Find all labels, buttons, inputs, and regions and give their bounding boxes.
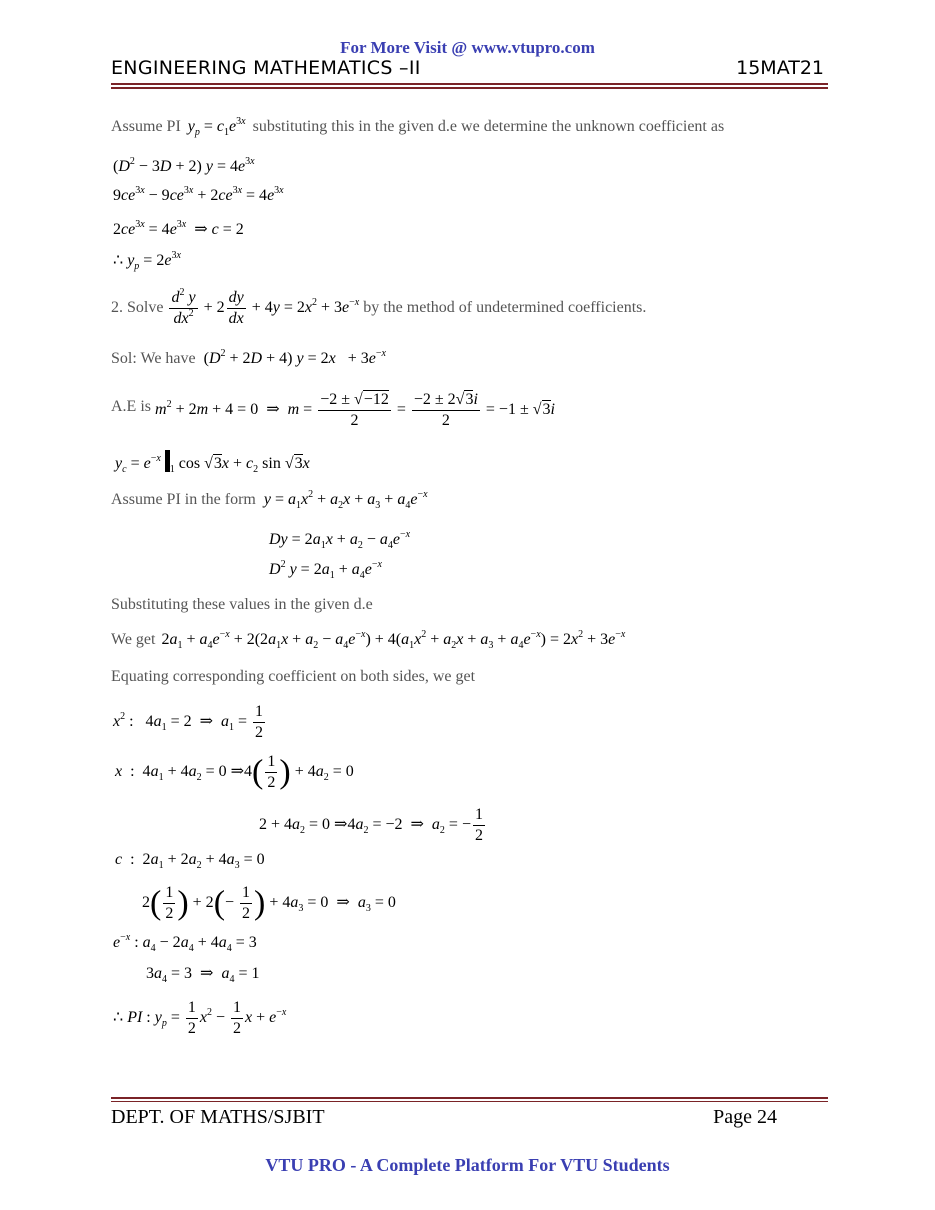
math-a3: 2( $\frac{1}{2}$ ) + 2(− $\frac{1}{2}$ ) + $4a_3 = 0$ ⇒ $a_3 = 0$ (142, 884, 396, 922)
math-eq-3: $2ce^{3x} = 4e^{3x}$ ⇒ c = 2 (113, 219, 244, 238)
math-a4: $3a_4 = 3$ ⇒ $a_4 = 1$ (146, 965, 260, 985)
course-code: 15MAT21 (736, 57, 824, 79)
math-eq-4: ∴ $y_p = 2e^{3x}$ (113, 250, 181, 272)
document-title: ENGINEERING MATHEMATICS –II (111, 57, 421, 79)
math-x2-coeff: $x^2$ : $4a_1 = 2$ ⇒ $a_1$ = $\frac{1}{2}$ (113, 703, 264, 741)
problem-tail: by the method of undetermined coefficients. (363, 299, 647, 317)
we-get-label: We get (111, 631, 156, 648)
math-eq-1: $(D^2 - 3D + 2) y = 4e^{3x}$ (113, 156, 255, 175)
math-dy: $Dy = 2a_1x + a_2 - a_4e^{-x}$ (269, 529, 411, 551)
assume-pi-2-line (111, 491, 428, 509)
sol-label: Sol: We have (111, 350, 196, 367)
page-number: Page 24 (713, 1106, 777, 1128)
math-pi-form: $y = a_1x^2 + a_2x + a_3 + a_4e^{-x}$ (263, 489, 428, 511)
math-yc: $y_c = e^{-x}$ $_1$ $\cos √3x + c_2$ sin √3x (115, 450, 310, 473)
math-pi-result: ∴ PI : $y_p$ = $\frac{1}{2}$ $x^2$ − $\frac{1}{2}$ $x + e^{-x}$ (113, 999, 287, 1037)
math-ex-coeff: $e^{-x}$ : $a_4 - 2a_4 + 4a_4 = 3$ (113, 932, 257, 954)
problem-prefix: 2. Solve (111, 299, 164, 317)
math-a2: $2 + 4a_2 = 0$ $\Rightarrow 4a_2 = -2$ ⇒ $a_2$ = − $\frac{1}{2}$ (259, 806, 483, 844)
sol-line (111, 350, 386, 368)
footer-rule-thin (111, 1101, 828, 1102)
we-get-line (111, 631, 625, 649)
header-rule (111, 83, 828, 85)
math-ae: $m^2 + 2m + 4 = 0$ ⇒ m = $\frac{-2 \pm √-12}{2}$ = $\frac{-2 \pm 2√3i}{2}$ = −1 ± √3i (155, 391, 555, 429)
ae-line (111, 390, 555, 431)
department: DEPT. OF MATHS/SJBIT (111, 1106, 325, 1128)
assume-pi-tail: substituting this in the given d.e we determine the unknown coefficient as (252, 118, 725, 135)
header-rule-thin (111, 87, 828, 89)
problem-2 (111, 288, 646, 329)
math-yp: $y_p = c_1e^{3x}$ (187, 116, 246, 138)
assume-pi-2-label: Assume PI in the form (111, 491, 256, 508)
ae-label: A.E is (111, 398, 151, 416)
platform-link[interactable]: VTU PRO - A Complete Platform For VTU Students (265, 1155, 670, 1175)
footer-rule (111, 1097, 828, 1099)
equating-text: Equating corresponding coefficient on both sides, we get (111, 668, 476, 685)
assume-pi-line (111, 118, 724, 136)
math-sol: $(D^2 + 2D + 4) y = 2x + 3e^{-x}$ (203, 348, 386, 367)
math-eq-2: $9ce^{3x} - 9ce^{3x} + 2ce^{3x} = 4e^{3x}$ (113, 185, 284, 204)
substituting-text: Substituting these values in the given d.e (111, 596, 373, 613)
math-substituted: $2a_1 + a_4e^{-x} + 2(2a_1x + a_2 - a_4e^{-x}) + 4(a_1x^2 + a_2x + a_3 + a_4e^{-x}) = 2x^2 + 3e^{-x}$ (161, 629, 626, 651)
assume-pi-label: Assume PI (111, 118, 181, 135)
math-d2y: $D^2$ $y = 2a_1 + a_4e^{-x}$ (269, 559, 382, 581)
visit-link[interactable]: For More Visit @ www.vtupro.com (340, 38, 595, 57)
math-problem-de: $\frac{d^2 y}{dx^2}$ + 2 $\frac{dy}{dx}$ + $4y = 2x^2 + 3e^{-x}$ (171, 287, 360, 327)
math-c-coeff: c : $2a_1 + 2a_2 + 4a_3 = 0$ (115, 851, 265, 871)
math-x-coeff: x : $4a_1 + 4a_2 = 0$ ⇒4( $\frac{1}{2}$ ) + $4a_2 = 0$ (115, 753, 354, 791)
